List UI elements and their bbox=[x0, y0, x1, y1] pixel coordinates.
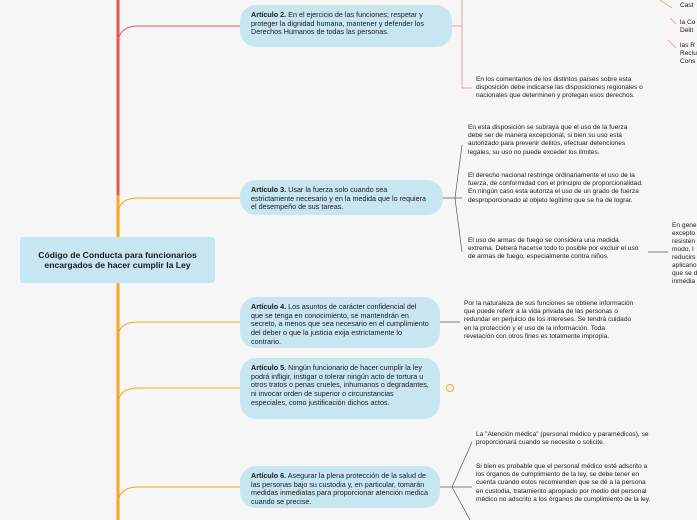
article-4-text: Los asuntos de carácter confidencial del que se tenga en conocimiento, se mantendrán en secreto, a menos que sea necesario en el cumplimiento del deber o que la justicia exija estrictamente lo contrario. bbox=[251, 302, 429, 346]
edge-note-rm-6: aplicano bbox=[672, 262, 697, 269]
article-6-text: Asegurar la plena protección de la salud de las personas bajo su custodia y, en particular, tomarán medidas inmediatas para proporcionar atención medica cuando se precise. bbox=[251, 471, 428, 506]
article-6-heading: Artículo 6. bbox=[251, 471, 287, 480]
toggle-label: i bbox=[449, 385, 451, 391]
article-3-heading: Artículo 3. bbox=[251, 185, 287, 194]
article-4-heading: Artículo 4. bbox=[251, 302, 287, 311]
article-6-node[interactable] bbox=[240, 466, 440, 508]
branch-a5 bbox=[118, 388, 240, 405]
article-4-node[interactable] bbox=[240, 297, 440, 348]
article-5-toggle[interactable] bbox=[446, 384, 454, 392]
branch-a4 bbox=[118, 322, 240, 338]
article-5-node[interactable] bbox=[240, 358, 440, 419]
edge-note-rm-1: En gene bbox=[672, 222, 697, 229]
link-a6 bbox=[440, 442, 472, 520]
link-a2-note bbox=[462, 26, 472, 88]
article-3-node[interactable] bbox=[240, 180, 443, 215]
note-a3-1: En esta disposición se subraya que el uso de la fuerza debe ser de manera excepcional, si bien su uso está autorizado para prevenir delitos, efectuar detenciones legales, su uso no puede exceder los límites. bbox=[468, 124, 628, 156]
branch-a2 bbox=[118, 26, 240, 45]
article-2-heading: Artículo 2. bbox=[251, 10, 287, 19]
note-a4-1: Por la naturaleza de sus funciones se obtiene información que puede referir a la vida privada de las personas o redundar en perjuicio de los intereses. Se tendrá cuidado en la protección y el uso de la información. Toda revelación con otros fines es totalmente impropia. bbox=[464, 300, 634, 340]
note-a6-1: La "Atención médica" (personal médico y paramédicos), se proporcionará cuando se necesite o solicite. bbox=[476, 431, 649, 447]
branch-a6 bbox=[118, 487, 240, 505]
root-topic[interactable] bbox=[20, 237, 215, 283]
article-5-heading: Artículo 5. bbox=[251, 363, 287, 372]
edge-note-tr-2b: Delit bbox=[680, 27, 694, 34]
note-a2-1: En los comentarios de los distintos países sobre esta disposición debe indicarse las disposiciones regionales o nacionales que determinen y protegan esos derechos. bbox=[476, 76, 643, 100]
article-5-text: Ningún funcionario de hacer cumplir la ley podrá infligir, instigar o tolerar ningún acto de tortura u otros tratos o penas crueles, inhumanos o degradantes, ni invocar orden de superior o circunstancias especiales, como justificación dichos actos. bbox=[251, 363, 429, 407]
edge-note-tr-3b: Reclu bbox=[680, 50, 697, 57]
edge-note-tr-3c: Cons bbox=[680, 58, 696, 65]
article-3-text: Usar la fuerza solo cuando sea estrictamente necesario y en la medida que lo requiera el desempeño de sus tareas. bbox=[251, 185, 426, 212]
branch-a3 bbox=[118, 198, 240, 215]
edge-note-tr-1: Cast bbox=[680, 2, 694, 9]
article-2-node[interactable] bbox=[240, 5, 452, 47]
edge-note-rm-8: inmedia bbox=[672, 278, 696, 285]
note-a3-3: El uso de armas de fuego se considera una medida extrema. Deberá hacerse todo lo posible por excluir el uso de armas de fuego, especialmente contra niños. bbox=[468, 237, 639, 261]
edge-note-tr-2a: la Co bbox=[680, 19, 696, 26]
link-a2-up bbox=[452, 0, 462, 26]
link-top-right bbox=[660, 0, 676, 48]
edge-note-rm-5: reducirs bbox=[672, 254, 696, 261]
edge-note-rm-7: que se d bbox=[672, 270, 697, 277]
edge-note-tr-3a: las R bbox=[680, 42, 696, 49]
note-a6-2: Si bien es probable que el personal médico esté adscrito a los órganos de cumplimiento de la ley, se debe tener en cuenta cuando estos recomienden que se dé a la persona en custodia, tratamiento apropiado por medio del personal médico no adscrito a los órganos de cumplimiento de la ley. bbox=[476, 463, 651, 503]
note-a3-2: El derecho nacional restringe ordinariamente el uso de la fuerza, de conformidad con el principio de proporcionalidad. En ningún caso esta autoriza el uso de un grado de fuerza desproporcionado al objeto legítimo que se ha de lograr. bbox=[468, 172, 643, 204]
edge-note-rm-4: modo, l bbox=[672, 246, 694, 253]
edge-note-rm-2: excepto bbox=[672, 230, 696, 237]
root-title: Código de Conducta para funcionarios encargados de hacer cumplir la Ley bbox=[38, 249, 197, 270]
article-2-text: En el ejercicio de las funciones; respetar y proteger la dignidad humana, mantener y defender los Derechos Humanos de todas las personas. bbox=[251, 10, 425, 37]
edge-note-rm-3: resisten bbox=[672, 238, 696, 245]
link-a3 bbox=[443, 145, 462, 252]
